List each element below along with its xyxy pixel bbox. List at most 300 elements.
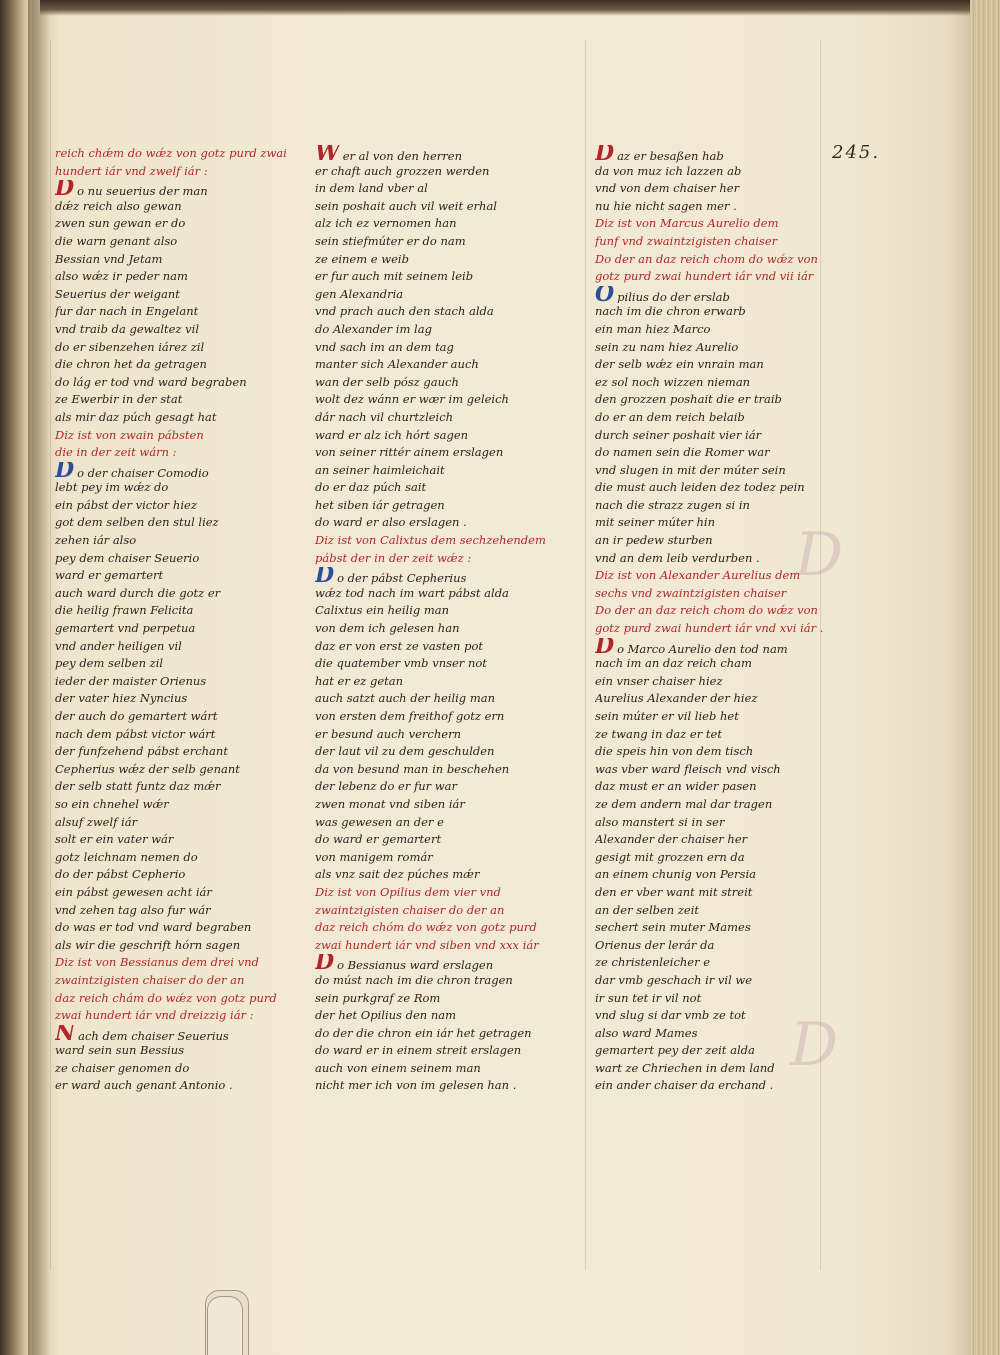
line-text: gotz purd zwai hundert iár vnd xvi iár .: [595, 621, 824, 636]
top-binding-edge: [40, 0, 1000, 16]
text-line: [595, 831, 835, 849]
line-text: sein purkgraf ze Rom: [315, 990, 441, 1005]
text-line: [315, 655, 555, 673]
line-text: vnd traib da gewaltez vil: [55, 321, 200, 336]
text-line: [595, 1025, 835, 1043]
text-line: [595, 1077, 835, 1095]
line-text: hat er ez getan: [315, 673, 404, 688]
gutter-shadow: [28, 0, 50, 1355]
line-text: pey dem selben zil: [55, 656, 164, 671]
text-line: [315, 1077, 555, 1095]
text-line: [315, 251, 555, 269]
text-line: [55, 726, 295, 744]
text-line: [595, 655, 835, 673]
line-text: er ward auch genant Antonio .: [55, 1078, 233, 1093]
line-text: nach dem pábst victor wárt: [55, 726, 216, 741]
text-line: [595, 391, 835, 409]
text-line: [595, 550, 835, 568]
line-text: daz must er an wider pasen: [595, 779, 757, 794]
text-line: [595, 163, 835, 181]
text-line: [315, 391, 555, 409]
rubric-line: [315, 919, 555, 937]
line-text: die in der zeit wárn :: [55, 445, 177, 460]
line-text: do ward er also erslagen .: [315, 515, 467, 530]
rubric-line: [55, 990, 295, 1008]
text-line: [595, 726, 835, 744]
line-text: ward er alz ich hórt sagen: [315, 427, 469, 442]
rubric-line: [55, 972, 295, 990]
text-line: [595, 1060, 835, 1078]
line-text: gemartert vnd perpetua: [55, 621, 196, 636]
text-column-1: [55, 145, 295, 1095]
text-line: [315, 321, 555, 339]
line-text: nach im an daz reich cham: [595, 656, 752, 671]
line-text: do ward er in einem streit erslagen: [315, 1043, 522, 1058]
text-line: [315, 814, 555, 832]
text-line: [55, 690, 295, 708]
text-line: [315, 708, 555, 726]
text-line: [595, 778, 835, 796]
line-text: zwaintzigisten chaiser do der an: [55, 972, 245, 987]
line-text: Bessian vnd Jetam: [55, 251, 163, 266]
text-line: [595, 321, 835, 339]
text-line: [595, 198, 835, 216]
line-text: so ein chnehel wǽr: [55, 796, 169, 811]
text-line: [315, 990, 555, 1008]
line-text: er al von den herren: [342, 149, 462, 163]
line-text: also manstert si in ser: [595, 814, 725, 829]
rubric-line: [595, 251, 835, 269]
line-text: die quatember vmb vnser not: [315, 656, 487, 671]
line-text: nicht mer ich von im gelesen han .: [315, 1078, 517, 1093]
line-text: den grozzen poshait die er traib: [595, 392, 782, 407]
text-line: [55, 743, 295, 761]
text-line: [315, 198, 555, 216]
line-text: manter sich Alexander auch: [315, 357, 479, 372]
text-line: [315, 638, 555, 656]
text-line: [55, 585, 295, 603]
text-line: [315, 726, 555, 744]
line-text: Diz ist von zwain pábsten: [55, 427, 204, 442]
line-text: nach die strazz zugen si in: [595, 497, 750, 512]
text-line: [55, 673, 295, 691]
text-column-2: [315, 145, 555, 1095]
line-text: ein pábst der victor hiez: [55, 497, 197, 512]
show-through-initial: D: [795, 520, 844, 590]
line-text: daz reich chám do wǽz von gotz purd: [55, 990, 277, 1005]
line-text: gemartert pey der zeit alda: [595, 1043, 755, 1058]
line-text: er fur auch mit seinem leib: [315, 269, 474, 284]
text-line: [595, 849, 835, 867]
line-text: sein zu nam hiez Aurelio: [595, 339, 739, 354]
line-text: fur dar nach in Engelant: [55, 304, 199, 319]
text-line: [55, 251, 295, 269]
line-text: auch ward durch die gotz er: [55, 585, 221, 600]
line-text: o der chaiser Comodio: [77, 465, 209, 480]
line-text: ze christenleicher e: [595, 955, 711, 970]
line-text: sein múter er vil lieb het: [595, 709, 739, 723]
ruling-line: [585, 40, 586, 1270]
text-line: [595, 1007, 835, 1025]
line-text: Cepherius wǽz der selb genant: [55, 761, 240, 776]
rubric-line: [595, 620, 835, 638]
text-line: [55, 602, 295, 620]
line-text: wart ze Chriechen in dem land: [595, 1060, 775, 1075]
rubric-line: [315, 550, 555, 568]
text-line: [315, 761, 555, 779]
text-line: [595, 444, 835, 462]
line-text: Diz ist von Bessianus dem drei vnd: [55, 955, 259, 970]
line-text: hundert iár vnd zwelf iár :: [55, 163, 208, 178]
text-line: [595, 937, 835, 955]
text-line: [595, 954, 835, 972]
text-line: [315, 743, 555, 761]
line-text: het siben iár getragen: [315, 497, 445, 512]
bottom-tab-inner: [207, 1296, 243, 1355]
line-text: do Alexander im lag: [315, 321, 432, 336]
text-line: [315, 831, 555, 849]
line-text: da von besund man in beschehen: [315, 761, 510, 776]
text-line: [595, 638, 835, 656]
text-line: [595, 884, 835, 902]
text-line: [315, 215, 555, 233]
text-line: [55, 708, 295, 726]
text-line: [55, 655, 295, 673]
line-text: solt er ein vater wár: [55, 832, 174, 847]
line-text: az er besaßen hab: [617, 149, 724, 163]
ruling-line: [50, 40, 51, 1270]
line-text: wan der selb pósz gauch: [315, 374, 459, 389]
text-line: [55, 268, 295, 286]
line-text: alz ich ez vernomen han: [315, 216, 457, 231]
rubric-line: [315, 532, 555, 550]
text-line: [55, 761, 295, 779]
rubric-line: [55, 427, 295, 445]
text-line: [55, 1060, 295, 1078]
line-text: o nu seuerius der man: [77, 184, 208, 198]
text-line: [595, 761, 835, 779]
line-text: vnd sach im an dem tag: [315, 339, 454, 354]
line-text: o der pábst Cepherius: [337, 571, 467, 585]
line-text: dár nach vil churtzleich: [315, 409, 454, 424]
text-line: [55, 849, 295, 867]
line-text: an ir pedew sturben: [595, 533, 713, 548]
line-text: Orienus der lerár da: [595, 937, 715, 952]
line-text: also wǽz ir peder nam: [55, 269, 188, 284]
text-line: [55, 462, 295, 480]
text-line: [315, 690, 555, 708]
text-line: [55, 567, 295, 585]
line-text: der het Opilius den nam: [315, 1008, 456, 1023]
text-line: [595, 180, 835, 198]
line-text: dǽz reich also gewan: [55, 198, 182, 213]
line-text: durch seiner poshait vier iár: [595, 427, 762, 442]
rubric-line: [55, 954, 295, 972]
line-text: do was er tod vnd ward begraben: [55, 920, 252, 935]
text-line: [595, 814, 835, 832]
text-line: [315, 427, 555, 445]
text-line: [315, 303, 555, 321]
rubric-line: [55, 163, 295, 181]
line-text: ir sun tet ir vil not: [595, 990, 702, 1005]
line-text: auch von einem seinem man: [315, 1060, 481, 1075]
line-text: vnd zehen tag also fur wár: [55, 902, 211, 917]
line-text: do der pábst Cepherio: [55, 867, 186, 882]
text-line: [55, 303, 295, 321]
page-stack-edge: [970, 0, 1000, 1355]
text-line: [595, 303, 835, 321]
line-text: an der selben zeit: [595, 902, 700, 917]
text-line: [55, 778, 295, 796]
line-text: gesigt mit grozzen ern da: [595, 849, 745, 864]
line-text: zwaintzigisten chaiser do der an: [315, 902, 505, 917]
line-text: pábst der in der zeit wǽz :: [315, 550, 472, 565]
text-line: [55, 919, 295, 937]
text-line: [55, 937, 295, 955]
text-line: [595, 462, 835, 480]
text-line: [55, 233, 295, 251]
text-line: [315, 1007, 555, 1025]
text-line: [595, 866, 835, 884]
line-text: Seuerius der weigant: [55, 286, 180, 301]
text-line: [315, 1042, 555, 1060]
line-text: ez sol noch wizzen nieman: [595, 374, 751, 389]
text-line: [315, 1060, 555, 1078]
text-line: [55, 796, 295, 814]
line-text: gotz leichnam nemen do: [55, 849, 198, 864]
text-line: [595, 690, 835, 708]
rubric-line: [595, 215, 835, 233]
line-text: die warn genant also: [55, 233, 178, 248]
text-line: [315, 514, 555, 532]
line-text: Do der an daz reich chom do wǽz von: [595, 603, 818, 618]
text-line: [595, 972, 835, 990]
line-text: der vater hiez Nyncius: [55, 691, 188, 706]
text-line: [315, 374, 555, 392]
text-line: [55, 1042, 295, 1060]
line-text: zwen monat vnd siben iár: [315, 796, 465, 811]
line-text: gen Alexandria: [315, 286, 404, 301]
line-text: pilius do der erslab: [617, 289, 730, 304]
text-line: [315, 356, 555, 374]
line-text: von manigem romár: [315, 849, 433, 864]
line-text: ze twang in daz er tet: [595, 726, 722, 741]
text-line: [315, 145, 555, 163]
line-text: nu hie nicht sagen mer .: [595, 198, 737, 213]
line-text: die chron het da getragen: [55, 357, 207, 372]
line-text: do er an dem reich belaib: [595, 409, 745, 424]
initial-capital: N: [55, 1024, 76, 1043]
line-text: ze einem e weib: [315, 251, 409, 266]
rubric-line: [595, 567, 835, 585]
line-text: an seiner haimleichait: [315, 462, 445, 477]
text-line: [55, 814, 295, 832]
text-line: [55, 1025, 295, 1043]
line-text: Aurelius Alexander der hiez: [595, 691, 758, 706]
text-line: [315, 602, 555, 620]
text-line: [315, 339, 555, 357]
text-line: [55, 374, 295, 392]
text-line: [55, 356, 295, 374]
line-text: zwai hundert iár vnd dreizzig iár :: [55, 1008, 254, 1023]
line-text: got dem selben den stul liez: [55, 515, 219, 530]
text-line: [55, 497, 295, 515]
text-line: [315, 972, 555, 990]
line-text: funf vnd zwaintzigisten chaiser: [595, 233, 778, 248]
line-text: do er daz púch sait: [315, 480, 427, 495]
line-text: er chaft auch grozzen werden: [315, 163, 490, 178]
line-text: vnd ander heiligen vil: [55, 638, 182, 653]
line-text: ward sein sun Bessius: [55, 1043, 185, 1058]
line-text: der lebenz do er fur war: [315, 779, 458, 794]
text-line: [595, 374, 835, 392]
line-text: der selb wǽz ein vnrain man: [595, 357, 764, 372]
rubric-line: [315, 884, 555, 902]
line-text: Do der an daz reich chom do wǽz von: [595, 251, 818, 266]
text-line: [315, 796, 555, 814]
rubric-line: [315, 902, 555, 920]
line-text: ein vnser chaiser hiez: [595, 673, 723, 688]
text-line: [595, 427, 835, 445]
line-text: Diz ist von Opilius dem vier vnd: [315, 884, 501, 899]
line-text: ward er gemartert: [55, 568, 164, 583]
text-line: [315, 1025, 555, 1043]
text-line: [55, 514, 295, 532]
text-line: [595, 990, 835, 1008]
text-line: [595, 708, 835, 726]
line-text: der selb statt funtz daz mǽr: [55, 779, 221, 794]
line-text: zehen iár also: [55, 533, 137, 548]
line-text: reich chǽm do wǽz von gotz purd zwai: [55, 146, 287, 160]
line-text: ze dem andern mal dar tragen: [595, 796, 773, 811]
text-line: [595, 673, 835, 691]
line-text: Diz ist von Marcus Aurelio dem: [595, 216, 779, 231]
text-line: [55, 409, 295, 427]
rubric-line: [55, 444, 295, 462]
line-text: lebt pey im wǽz do: [55, 480, 169, 495]
line-text: die must auch leiden dez todez pein: [595, 480, 805, 495]
text-line: [315, 620, 555, 638]
text-line: [315, 479, 555, 497]
text-line: [55, 831, 295, 849]
line-text: er besund auch verchern: [315, 726, 461, 741]
text-line: [55, 391, 295, 409]
initial-capital: D: [55, 461, 75, 480]
text-line: [55, 198, 295, 216]
line-text: vnd slug si dar vmb ze tot: [595, 1008, 746, 1023]
text-line: [55, 620, 295, 638]
rubric-line: [315, 937, 555, 955]
rubric-line: [595, 233, 835, 251]
line-text: von seiner rittér ainem erslagen: [315, 445, 504, 460]
text-line: [55, 902, 295, 920]
line-text: in dem land vber al: [315, 181, 428, 196]
text-line: [55, 339, 295, 357]
line-text: die heilig frawn Felicita: [55, 603, 194, 618]
line-text: do namen sein die Romer war: [595, 445, 770, 460]
text-line: [55, 532, 295, 550]
text-line: [315, 954, 555, 972]
line-text: ein pábst gewesen acht iár: [55, 884, 212, 899]
line-text: der auch do gemartert wárt: [55, 709, 218, 723]
line-text: do múst nach im die chron tragen: [315, 972, 513, 987]
text-line: [315, 585, 555, 603]
line-text: vnd an dem leib verdurben .: [595, 550, 760, 565]
line-text: do er sibenzehen iárez zil: [55, 339, 205, 354]
text-line: [55, 215, 295, 233]
text-line: [55, 479, 295, 497]
line-text: der funfzehend pábst erchant: [55, 744, 228, 759]
line-text: nach im die chron erwarb: [595, 304, 746, 319]
line-text: mit seiner múter hin: [595, 515, 715, 530]
text-line: [315, 849, 555, 867]
text-line: [55, 866, 295, 884]
line-text: wǽz tod nach im wart pábst alda: [315, 585, 509, 600]
text-line: [595, 919, 835, 937]
text-line: [315, 180, 555, 198]
initial-capital: D: [595, 145, 615, 163]
line-text: vnd von dem chaiser her: [595, 181, 740, 196]
rubric-line: [55, 1007, 295, 1025]
text-line: [315, 286, 555, 304]
line-text: wolt dez wánn er wær im geleich: [315, 392, 509, 407]
text-line: [315, 409, 555, 427]
text-line: [55, 550, 295, 568]
line-text: ein man hiez Marco: [595, 321, 711, 336]
text-line: [55, 1077, 295, 1095]
line-text: was gewesen an der e: [315, 814, 444, 829]
line-text: von ersten dem freithof gotz ern: [315, 709, 505, 723]
line-text: an einem chunig von Persia: [595, 867, 756, 882]
line-text: o Marco Aurelio den tod nam: [617, 641, 788, 656]
text-line: [595, 743, 835, 761]
text-line: [315, 778, 555, 796]
line-text: o Bessianus ward erslagen: [337, 958, 494, 972]
text-line: [315, 163, 555, 181]
text-line: [315, 268, 555, 286]
rubric-line: [55, 145, 295, 163]
rubric-line: [595, 585, 835, 603]
line-text: Calixtus ein heilig man: [315, 603, 450, 618]
line-text: Diz ist von Calixtus dem sechzehendem: [315, 533, 546, 548]
line-text: daz reich chóm do wǽz von gotz purd: [315, 920, 537, 935]
show-through-initial: D: [790, 1010, 839, 1080]
line-text: pey dem chaiser Seuerio: [55, 550, 200, 565]
text-line: [595, 409, 835, 427]
line-text: sechs vnd zwaintzigisten chaiser: [595, 585, 787, 600]
line-text: den er vber want mit streit: [595, 884, 753, 899]
line-text: zwen sun gewan er do: [55, 216, 186, 231]
text-line: [595, 1042, 835, 1060]
line-text: do der die chron ein iár het getragen: [315, 1025, 532, 1040]
initial-capital: O: [595, 285, 615, 304]
line-text: was vber ward fleisch vnd visch: [595, 761, 781, 776]
text-line: [595, 796, 835, 814]
line-text: also ward Mames: [595, 1025, 698, 1040]
text-line: [315, 673, 555, 691]
text-line: [55, 180, 295, 198]
line-text: ze Ewerbir in der stat: [55, 392, 183, 407]
text-column-3: [595, 145, 835, 1095]
text-line: [595, 356, 835, 374]
initial-capital: D: [55, 180, 75, 198]
line-text: sein stiefmúter er do nam: [315, 233, 466, 248]
text-line: [595, 514, 835, 532]
text-line: [315, 462, 555, 480]
text-line: [315, 497, 555, 515]
line-text: vnd slugen in mit der múter sein: [595, 462, 786, 477]
line-text: alsuf zwelf iár: [55, 814, 138, 829]
